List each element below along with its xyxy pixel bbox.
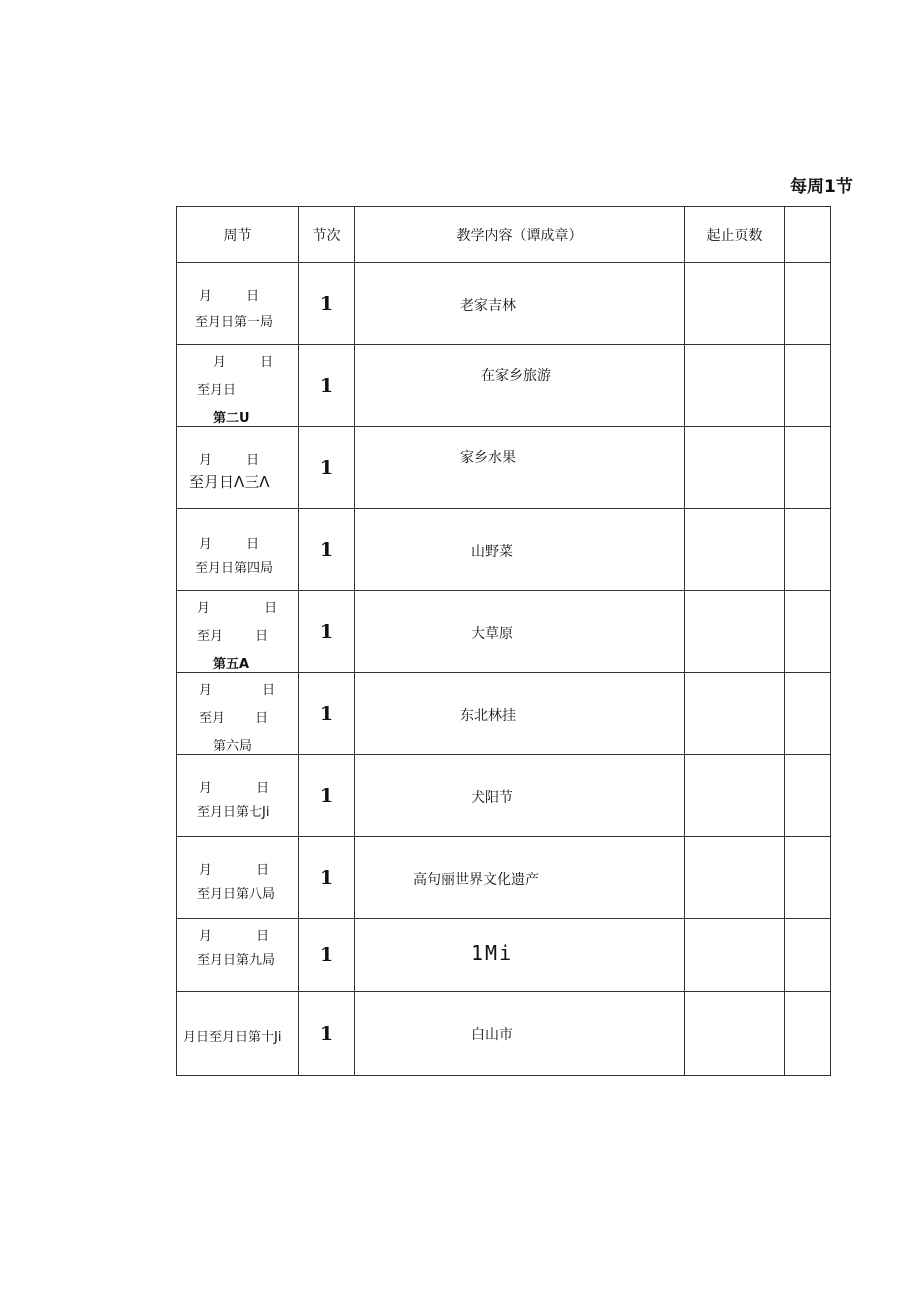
count-cell: 1 (299, 992, 355, 1076)
week-line-1: 月 日 (213, 355, 274, 370)
pages-cell (685, 345, 785, 427)
week-line-1: 月 日 (199, 683, 276, 698)
week-cell (177, 263, 299, 345)
content-text: 高句丽世界文化遗产 (413, 872, 539, 888)
extra-cell (785, 263, 831, 345)
count-cell: 1 (299, 837, 355, 919)
week-cell (177, 837, 299, 919)
week-cell (177, 591, 299, 673)
week-line-2: 至月日Λ三Λ (189, 473, 270, 491)
week-line-1: 月 日 (199, 781, 270, 796)
week-line-3: 第五A (213, 657, 250, 672)
week-cell (177, 755, 299, 837)
table-row (177, 345, 831, 427)
table-row (177, 837, 831, 919)
count-cell: 1 (299, 919, 355, 992)
week-cell (177, 992, 299, 1076)
header-content: 教学内容（谭成章） (355, 207, 685, 263)
header-extra (785, 207, 831, 263)
week-line-3: 第六局 (213, 739, 253, 754)
count-cell: 1 (299, 591, 355, 673)
table-row (177, 919, 831, 992)
content-text: 1Mi (471, 941, 514, 965)
pages-cell (685, 992, 785, 1076)
content-cell (355, 345, 685, 427)
content-text: 家乡水果 (460, 450, 516, 466)
content-cell (355, 837, 685, 919)
content-text: 老家吉林 (460, 298, 516, 314)
week-line-1: 月 日 (199, 863, 270, 878)
extra-cell (785, 919, 831, 992)
extra-cell (785, 992, 831, 1076)
extra-cell (785, 591, 831, 673)
content-cell (355, 591, 685, 673)
header-week: 周节 (177, 207, 299, 263)
content-cell (355, 427, 685, 509)
page-title: 每周1节 (790, 177, 853, 197)
content-text: 东北林挂 (460, 708, 516, 724)
schedule-table (176, 206, 831, 1076)
content-cell (355, 755, 685, 837)
content-text: 犬阳节 (471, 790, 513, 806)
week-cell (177, 509, 299, 591)
content-text: 在家乡旅游 (481, 368, 551, 384)
week-line-1: 月 日 (199, 929, 270, 944)
content-cell (355, 673, 685, 755)
table-row (177, 992, 831, 1076)
table-header-row (177, 207, 831, 263)
week-cell (177, 919, 299, 992)
header-count: 节次 (299, 207, 355, 263)
week-line-2: 至月 日 (197, 629, 269, 644)
count-cell: 1 (299, 263, 355, 345)
table-row (177, 427, 831, 509)
count-cell: 1 (299, 427, 355, 509)
table-row (177, 591, 831, 673)
week-line-2: 至月日第七Ji (197, 805, 270, 820)
header-pages: 起止页数 (685, 207, 785, 263)
week-line-2: 至月日 (197, 383, 237, 398)
pages-cell (685, 755, 785, 837)
pages-cell (685, 837, 785, 919)
count-cell: 1 (299, 673, 355, 755)
count-cell: 1 (299, 345, 355, 427)
table-row (177, 263, 831, 345)
week-cell (177, 427, 299, 509)
pages-cell (685, 427, 785, 509)
count-cell: 1 (299, 509, 355, 591)
pages-cell (685, 919, 785, 992)
content-cell (355, 263, 685, 345)
table-row (177, 509, 831, 591)
content-cell (355, 509, 685, 591)
table-row (177, 755, 831, 837)
extra-cell (785, 509, 831, 591)
extra-cell (785, 427, 831, 509)
extra-cell (785, 755, 831, 837)
content-cell (355, 992, 685, 1076)
week-cell (177, 673, 299, 755)
pages-cell (685, 673, 785, 755)
week-line-1: 月 日 (199, 289, 260, 304)
week-line-2: 至月 日 (199, 711, 269, 726)
content-text: 白山市 (471, 1027, 513, 1043)
content-text: 山野菜 (471, 544, 513, 560)
week-line-1: 月 日 (199, 537, 260, 552)
pages-cell (685, 263, 785, 345)
week-line-1: 月 日 (197, 601, 278, 616)
content-text: 大草原 (471, 626, 513, 642)
table-row (177, 673, 831, 755)
pages-cell (685, 509, 785, 591)
week-line-2: 至月日第八局 (197, 887, 276, 902)
week-line-1: 月 日 (199, 453, 260, 468)
week-line-2: 至月日第一局 (195, 315, 274, 330)
extra-cell (785, 345, 831, 427)
extra-cell (785, 837, 831, 919)
week-line-1: 月日至月日第十Ji (183, 1030, 282, 1045)
week-cell (177, 345, 299, 427)
week-line-3: 第二U (213, 411, 250, 426)
count-cell: 1 (299, 755, 355, 837)
content-cell (355, 919, 685, 992)
pages-cell (685, 591, 785, 673)
extra-cell (785, 673, 831, 755)
week-line-2: 至月日第九局 (197, 953, 276, 968)
week-line-2: 至月日第四局 (195, 561, 274, 576)
